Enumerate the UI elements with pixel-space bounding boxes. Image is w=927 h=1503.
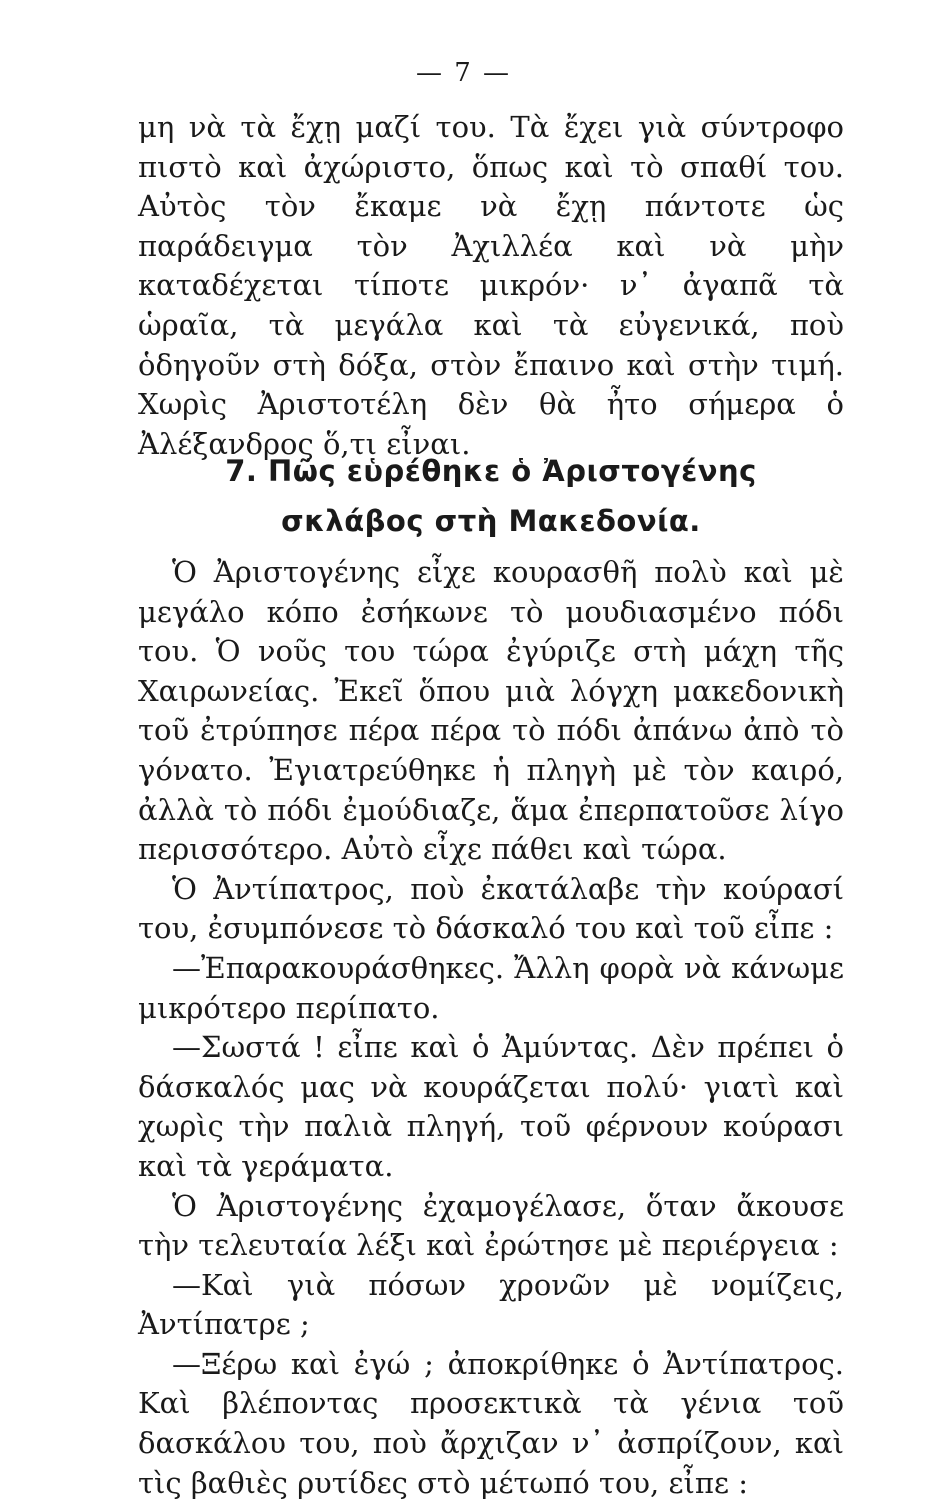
paragraph: Ὁ Ἀντίπατρος, ποὺ ἐκατάλαβε τὴν κούρασί του, ἐσυμπόνεσε τὸ δάσκαλό του καὶ τοῦ εἶπε : (138, 871, 844, 946)
paragraph: Ὁ Ἀριστογένης ἐχαμογέλασε, ὅταν ἄκουσε τὴν τελευταία λέξι καὶ ἐρώτησε μὲ περιέργεια : (138, 1188, 844, 1263)
opening-text-block (138, 108, 844, 464)
section-body (138, 553, 844, 1503)
dialogue-line: —Ξέρω καὶ ἐγώ ; ἀποκρίθηκε ὁ Ἀντίπατρος. Καὶ βλέποντας προσεκτικὰ τὰ γένια τοῦ δασκάλου του, ποὺ ἄρχιζαν ν᾽ ἀσπρίζουν, καὶ τὶς βαθιὲς ρυτίδες στὸ μέτωπό του, εἶπε : (138, 1346, 844, 1500)
dialogue-line: —Σωστά ! εἶπε καὶ ὁ Ἀμύντας. Δὲν πρέπει ὁ δάσκαλός μας νὰ κουράζεται πολύ· γιατὶ καὶ χωρὶς τὴν παλιὰ πληγή, τοῦ φέρνουν κούρασι καὶ τὰ γεράματα. (138, 1030, 844, 1183)
section-heading (138, 446, 844, 546)
paragraph-continued: μη νὰ τὰ ἔχῃ μαζί του. Τὰ ἔχει γιὰ σύντροφο πιστὸ καὶ ἀχώριστο, ὅπως καὶ τὸ σπαθί του. Αὐτὸς τὸν ἔκαμε νὰ ἔχῃ πάντοτε ὡς παράδειγμα τὸν Ἀχιλλέα καὶ νὰ μὴν καταδέχεται τίποτε μικρόν· ν᾽ ἀγαπᾶ τὰ ὡραῖα, τὰ μεγάλα καὶ τὰ εὐγενικά, ποὺ ὁδηγοῦν στὴ δόξα, στὸν ἔπαινο καὶ στὴν τιμή. Χωρὶς Ἀριστοτέλη δὲν θὰ ἦτο σήμερα ὁ Ἀλέξανδρος ὅ,τι εἶναι. (138, 110, 844, 461)
dialogue-line: —Ἐπαρακουράσθηκες. Ἄλλη φορὰ νὰ κάνωμε μικρότερο περίπατο. (138, 950, 844, 1025)
paragraph: Ὁ Ἀριστογένης εἶχε κουρασθῆ πολὺ καὶ μὲ μεγάλο κόπο ἐσήκωνε τὸ μουδιασμένο πόδι του. Ὁ νοῦς του τώρα ἐγύριζε στὴ μάχη τῆς Χαιρωνείας. Ἐκεῖ ὅπου μιὰ λόγχη μακεδονικὴ τοῦ ἐτρύπησε πέρα πέρα τὸ πόδι ἀπάνω ἀπὸ τὸ γόνατο. Ἐγιατρεύθηκε ἡ πληγὴ μὲ τὸν καιρό, ἀλλὰ τὸ πόδι ἐμούδιαζε, ἅμα ἐπερπατοῦσε λίγο περισσότερο. Αὐτὸ εἶχε πάθει καὶ τώρα. (138, 555, 844, 867)
section-heading-line-2: σκλάβος στὴ Μακεδονία. (281, 504, 701, 538)
dialogue-line: —Καὶ γιὰ πόσων χρονῶν μὲ νομίζεις, Ἀντίπατρε ; (138, 1267, 844, 1342)
page-number: — 7 — (415, 58, 512, 88)
section-heading-line-1: 7. Πῶς εὑρέθηκε ὁ Ἀριστογένης (225, 454, 757, 488)
